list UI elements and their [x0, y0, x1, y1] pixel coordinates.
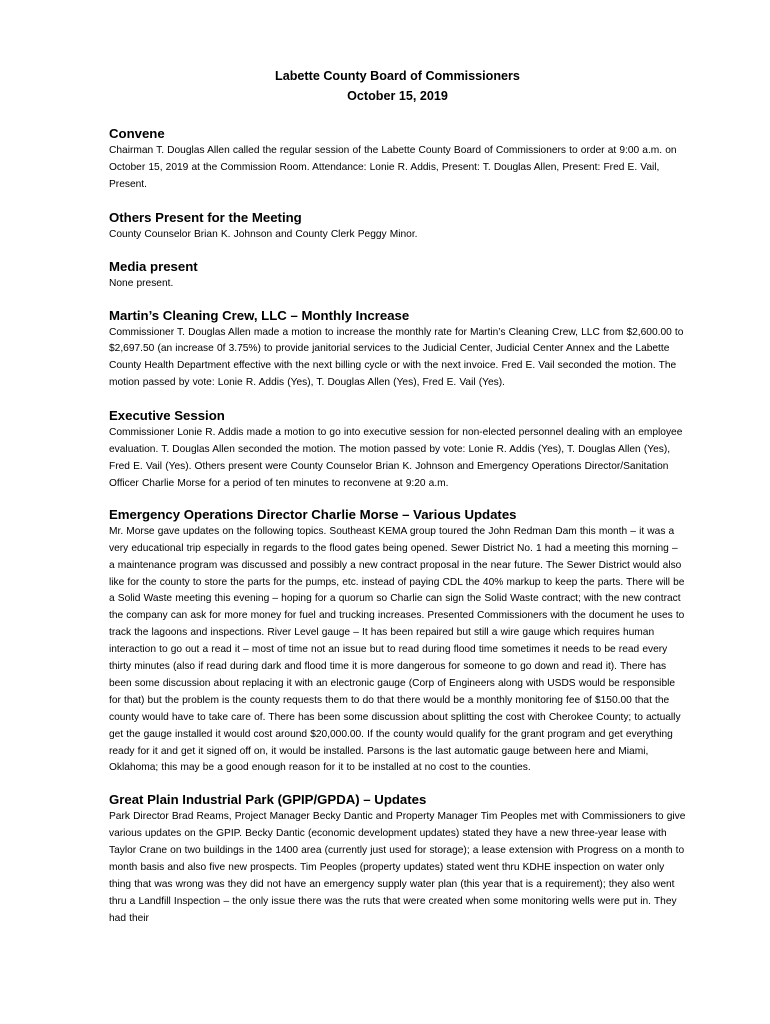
section-body: Chairman T. Douglas Allen called the regular session of the Labette County Board of Commissioners to order at 9:00 a.m. on October 15, 2019 at the Commission Room. Attendance: Lonie R. Addis, Present: T. Douglas Allen, Present: Fred E. Vail, Present. [109, 145, 677, 190]
section-convene [109, 125, 686, 194]
section-body: Mr. Morse gave updates on the following topics. Southeast KEMA group toured the John Redman Dam this month – it was a very educational trip especially in regards to the flood gates being opened. Sewer District No. 1 had a meeting this morning – a maintenance program was discussed and possibly a new contract proposal in the near future. The Sewer District would also like for the county to store the parts for the pumps, etc. instead of paying CDL the 40% markup to keep the parts. There will be a Solid Waste meeting this evening – hoping for a quorum so Charlie can sign the Solid Waste contract; with the new contract the company can ask for more money for fuel and trucking increases. Presented Commissioners with the document he uses to track the lagoons and inspections. River Level gauge – It has been repaired but still a wire gauge which requires human interaction to go out a read it – most of time not an issue but to read during flood time sometimes it needs to be read every thirty minutes (also if read during dark and flood time it is more dangerous for someone to go down and read it). There has been some discussion about replacing it with an electronic gauge (Corp of Engineers along with USDS would be responsible for that) but the problem is the county requests them to do that there would be a monthly monitoring fee of $150.00 that the county would have to take care of. There has been some discussion about splitting the cost with Cherokee County; to actually get the gauge installed it would cost around $20,000.00. If the county would qualify for the grant program and get everything ready for it and get it signed off on, it would be installed. Parsons is the last automatic gauge between here and Miami, Oklahoma; this may be a good enough reason for it to be installed at no cost to the counties. [109, 525, 685, 774]
section-great-plains-industrial-park [109, 791, 686, 927]
section-executive-session [109, 407, 686, 493]
section-heading: Convene [109, 126, 165, 141]
section-body: None present. [109, 277, 174, 289]
document-date: October 15, 2019 [347, 89, 448, 103]
section-body: Commissioner T. Douglas Allen made a motion to increase the monthly rate for Martin’s Cleaning Crew, LLC from $2,600.00 to $2,697.50 (an increase 0f 3.75%) to provide janitorial services to the Judicial Center, Judicial Center Annex and the Labette County Health Department effective with the next billing cycle or with the next invoice. Fred E. Vail seconded the motion. The motion passed by vote: Lonie R. Addis (Yes), T. Douglas Allen (Yes), Fred E. Vail (Yes). [109, 326, 684, 389]
section-body: County Counselor Brian K. Johnson and County Clerk Peggy Minor. [109, 228, 418, 240]
section-body: Park Director Brad Reams, Project Manager Becky Dantic and Property Manager Tim Peoples met with Commissioners to give various updates on the GPIP. Becky Dantic (economic development updates) stated they have a new three-year lease with Taylor Crane on two buildings in the 1400 area (currently just used for storage); a lease extension with Progress on a month to month basis and also five new prospects. Tim Peoples (property updates) stated went thru KDHE inspection on water only thing that was wrong was they did not have an emergency supply water plan (this year that is a requirement); they also went thru a Landfill Inspection – the only issue there was the ruts that were created when some monitoring wells were put in. They had their [109, 811, 686, 924]
section-martins-cleaning-crew [109, 307, 686, 393]
section-emergency-operations [109, 506, 686, 778]
section-heading: Great Plain Industrial Park (GPIP/GPDA) – Updates [109, 792, 427, 808]
section-media-present [109, 258, 686, 293]
section-heading: Emergency Operations Director Charlie Morse – Various Updates [109, 506, 517, 522]
section-others-present [109, 209, 686, 244]
section-heading: Martin’s Cleaning Crew, LLC – Monthly Increase [109, 307, 410, 323]
section-heading: Media present [109, 258, 198, 274]
section-body: Commissioner Lonie R. Addis made a motion to go into executive session for non-elected personnel dealing with an employee evaluation. T. Douglas Allen seconded the motion. The motion passed by vote: Lonie R. Addis (Yes), T. Douglas Allen (Yes), Fred E. Vail (Yes). Others present were County Counselor Brian K. Johnson and Emergency Operations Director/Sanitation Officer Charlie Morse for a period of ten minutes to reconvene at 9:20 a.m. [109, 427, 683, 489]
section-heading: Executive Session [109, 408, 225, 424]
document-title: Labette County Board of Commissioners [275, 69, 520, 83]
section-heading: Others Present for the Meeting [109, 209, 302, 225]
document-title-block [109, 66, 686, 106]
